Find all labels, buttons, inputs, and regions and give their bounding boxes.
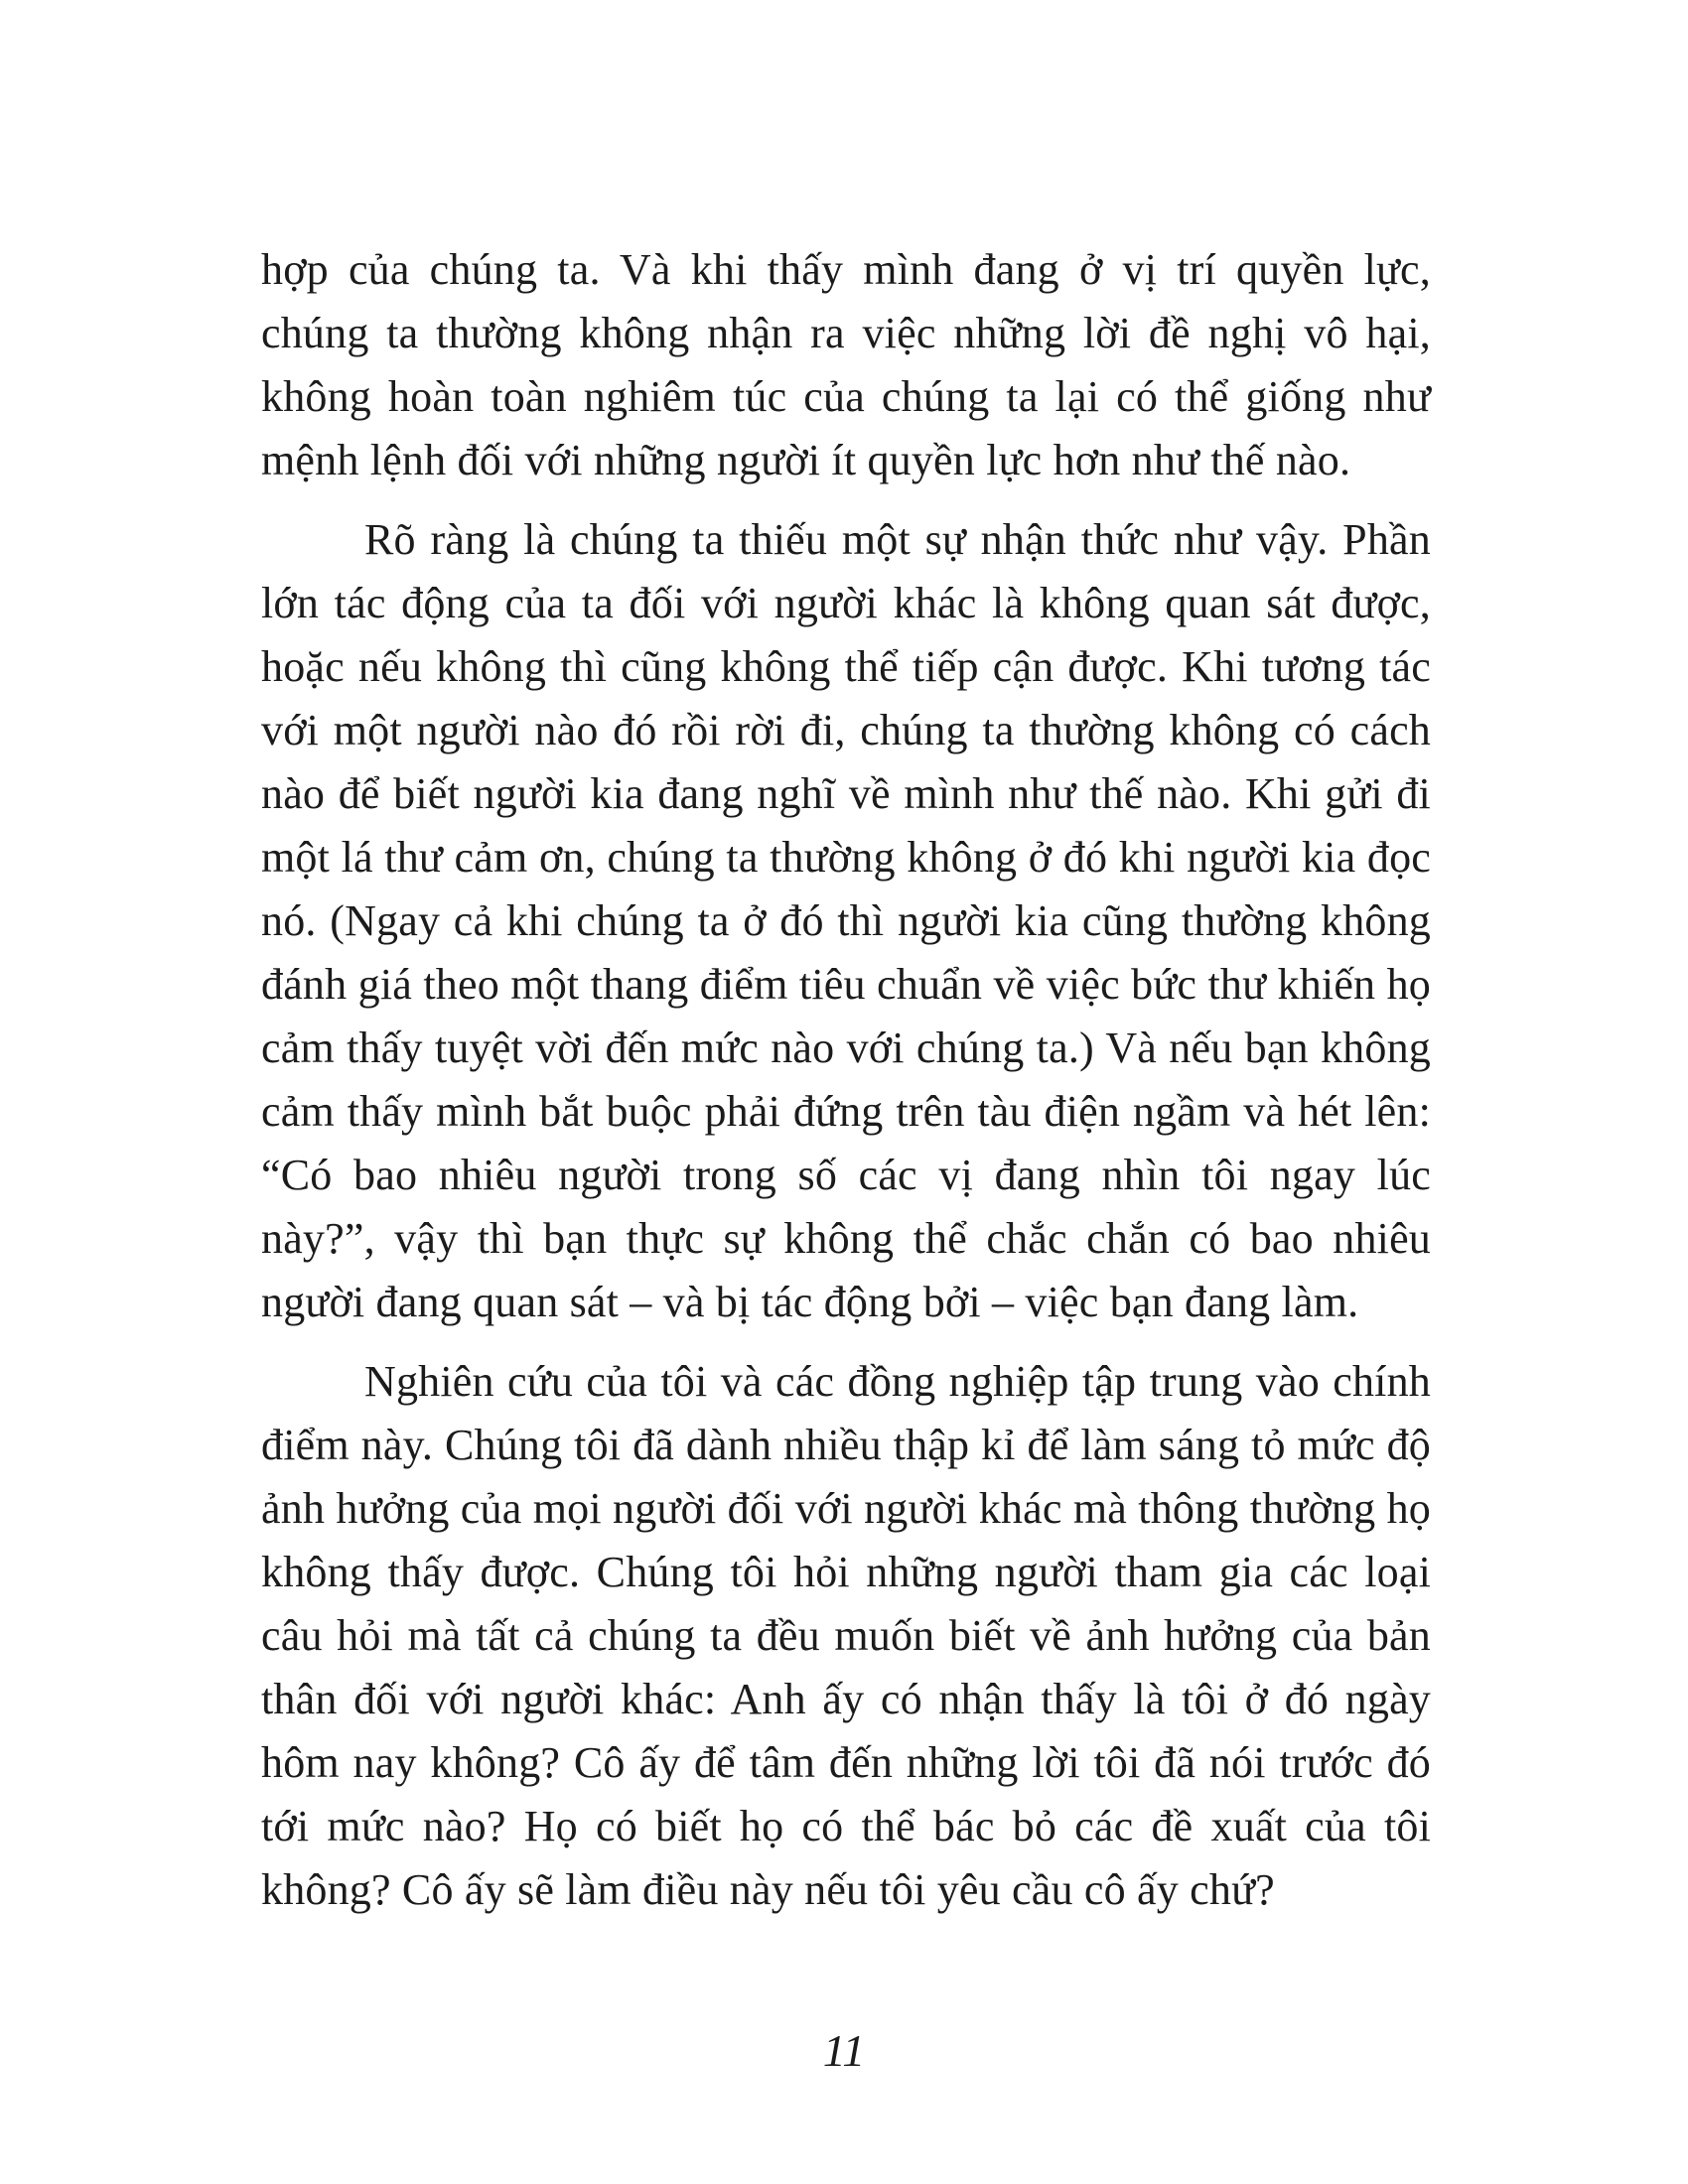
page-number: 11: [822, 2025, 866, 2076]
paragraph-3: Nghiên cứu của tôi và các đồng nghiệp tập trung vào chính điểm này. Chúng tôi đã dành nhiều thập kỉ để làm sáng tỏ mức độ ảnh hưởng của mọi người đối với người khác mà thông thường họ không thấy được. Chúng tôi hỏi những người tham gia các loại câu hỏi mà tất cả chúng ta đều muốn biết về ảnh hưởng của bản thân đối với người khác: Anh ấy có nhận thấy là tôi ở đó ngày hôm nay không? Cô ấy để tâm đến những lời tôi đã nói trước đó tới mức nào? Họ có biết họ có thể bác bỏ các đề xuất của tôi không? Cô ấy sẽ làm điều này nếu tôi yêu cầu cô ấy chứ?: [261, 1357, 1431, 1914]
paragraph-1: hợp của chúng ta. Và khi thấy mình đang ở vị trí quyền lực, chúng ta thường không nhận ra việc những lời đề nghị vô hại, không hoàn toàn nghiêm túc của chúng ta lại có thể giống như mệnh lệnh đối với những người ít quyền lực hơn như thế nào.: [261, 245, 1431, 484]
paragraph-2: Rõ ràng là chúng ta thiếu một sự nhận thức như vậy. Phần lớn tác động của ta đối với người khác là không quan sát được, hoặc nếu không thì cũng không thể tiếp cận được. Khi tương tác với một người nào đó rồi rời đi, chúng ta thường không có cách nào để biết người kia đang nghĩ về mình như thế nào. Khi gửi đi một lá thư cảm ơn, chúng ta thường không ở đó khi người kia đọc nó. (Ngay cả khi chúng ta ở đó thì người kia cũng thường không đánh giá theo một thang điểm tiêu chuẩn về việc bức thư khiến họ cảm thấy tuyệt vời đến mức nào với chúng ta.) Và nếu bạn không cảm thấy mình bắt buộc phải đứng trên tàu điện ngầm và hét lên: “Có bao nhiêu người trong số các vị đang nhìn tôi ngay lúc này?”, vậy thì bạn thực sự không thể chắc chắn có bao nhiêu người đang quan sát – và bị tác động bởi – việc bạn đang làm.: [261, 515, 1431, 1326]
page-text-block: [261, 238, 1431, 1938]
